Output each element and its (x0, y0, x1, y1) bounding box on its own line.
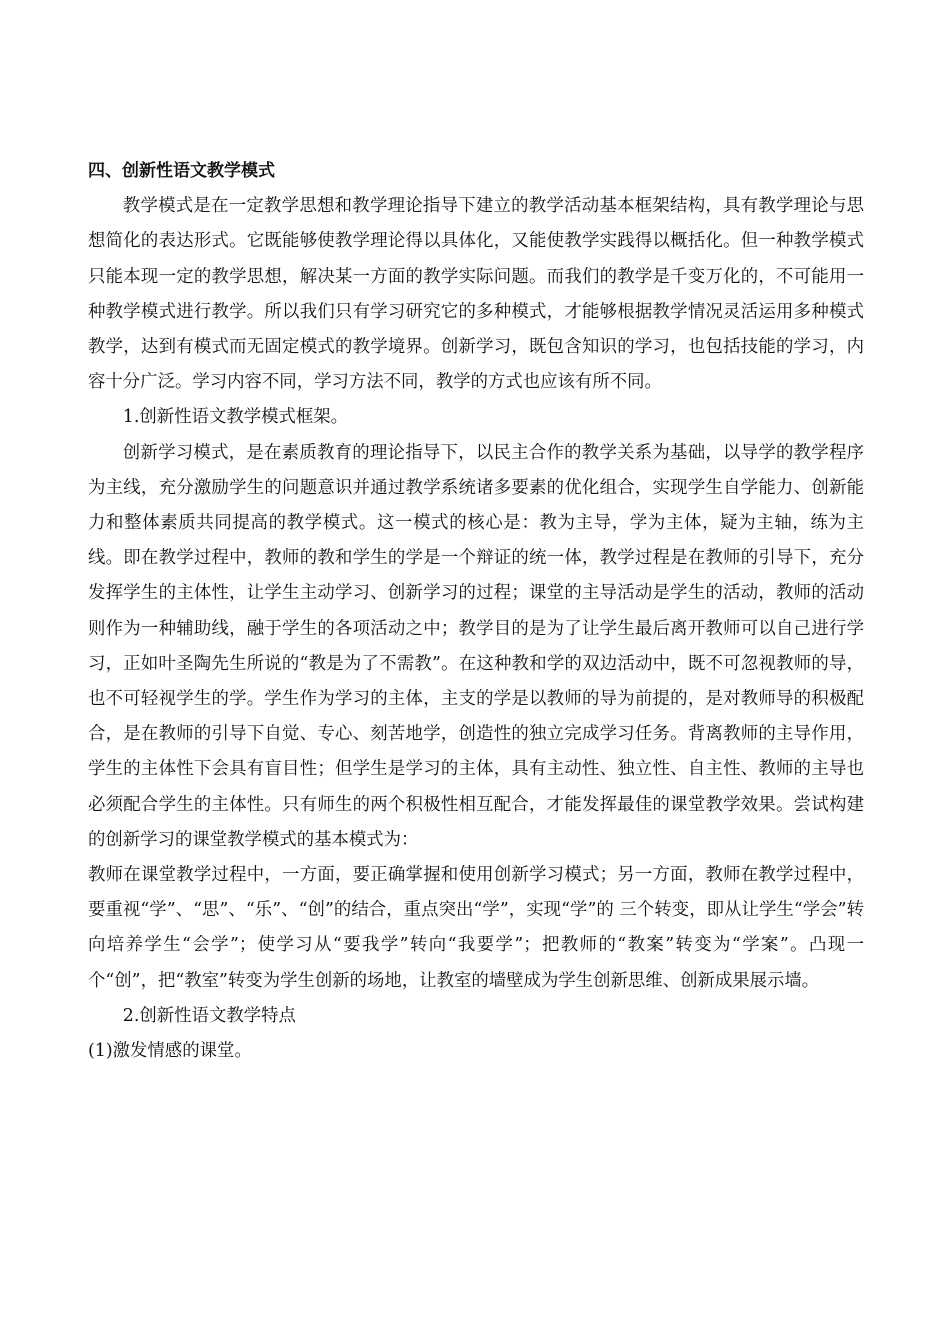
intro-paragraph: 教学模式是在一定教学思想和教学理论指导下建立的教学活动基本框架结构，具有教学理论与思想简化的表达形式。它既能够使教学理论得以具体化，又能使教学实践得以概括化。但一种教学模式只能本现一定的教学思想，解决某一方面的教学实际问题。而我们的教学是千变万化的，不可能用一种教学模式进行教学。所以我们只有学习研究它的多种模式，才能够根据教学情况灵活运用多种模式教学，达到有模式而无固定模式的教学境界。创新学习，既包含知识的学习，也包括技能的学习，内容十分广泛。学习内容不同，学习方法不同，教学的方式也应该有所不同。 (88, 196, 864, 393)
subheading-framework: 1.创新性语文教学模式框架。 (122, 407, 349, 428)
document-page (88, 154, 864, 1069)
teacher-paragraph: 教师在课堂教学过程中，一方面，要正确掌握和使用创新学习模式；另一方面，教师在教学过程中，要重视“学”、“思”、“乐”、“创”的结合，重点突出“学”，实现“学”的 三个转变，即从让学生“学会”转向培养学生“会学”；使学习从“要我学”转向“我要学”；把教师的“教案”转变为“学案”。凸现一个“创”，把“教室”转变为学生创新的场地，让教室的墙壁成为学生创新思维、创新成果展示墙。 (88, 865, 864, 991)
subheading-features: 2.创新性语文教学特点 (122, 1005, 296, 1026)
framework-paragraph: 创新学习模式，是在素质教育的理论指导下，以民主合作的教学关系为基础，以导学的教学程序为主线，充分激励学生的问题意识并通过教学系统诸多要素的优化组合，实现学生自学能力、创新能力和整体素质共同提高的教学模式。这一模式的核心是：教为主导，学为主体，疑为主轴，练为主线。即在教学过程中，教师的教和学生的学是一个辩证的统一体，教学过程是在教师的引导下，充分发挥学生的主体性，让学生主动学习、创新学习的过程；课堂的主导活动是学生的活动，教师的活动则作为一种辅助线，融于学生的各项活动之中；教学目的是为了让学生最后离开教师可以自己进行学习，正如叶圣陶先生所说的“教是为了不需教”。在这种教和学的双边活动中，既不可忽视教师的导，也不可轻视学生的学。学生作为学习的主体，主支的学是以教师的导为前提的，是对教师导的积极配合，是在教师的引导下自觉、专心、刻苦地学，创造性的独立完成学习任务。背离教师的主导作用，学生的主体性下会具有盲目性；但学生是学习的主体，具有主动性、独立性、自主性、教师的主导也必须配合学生的主体性。只有师生的两个积极性相互配合，才能发挥最佳的课堂教学效果。尝试构建的创新学习的课堂教学模式的基本模式为： (88, 442, 864, 850)
section-heading: 四、创新性语文教学模式 (88, 161, 275, 181)
list-item-1: (1)激发情感的课堂。 (88, 1041, 252, 1062)
